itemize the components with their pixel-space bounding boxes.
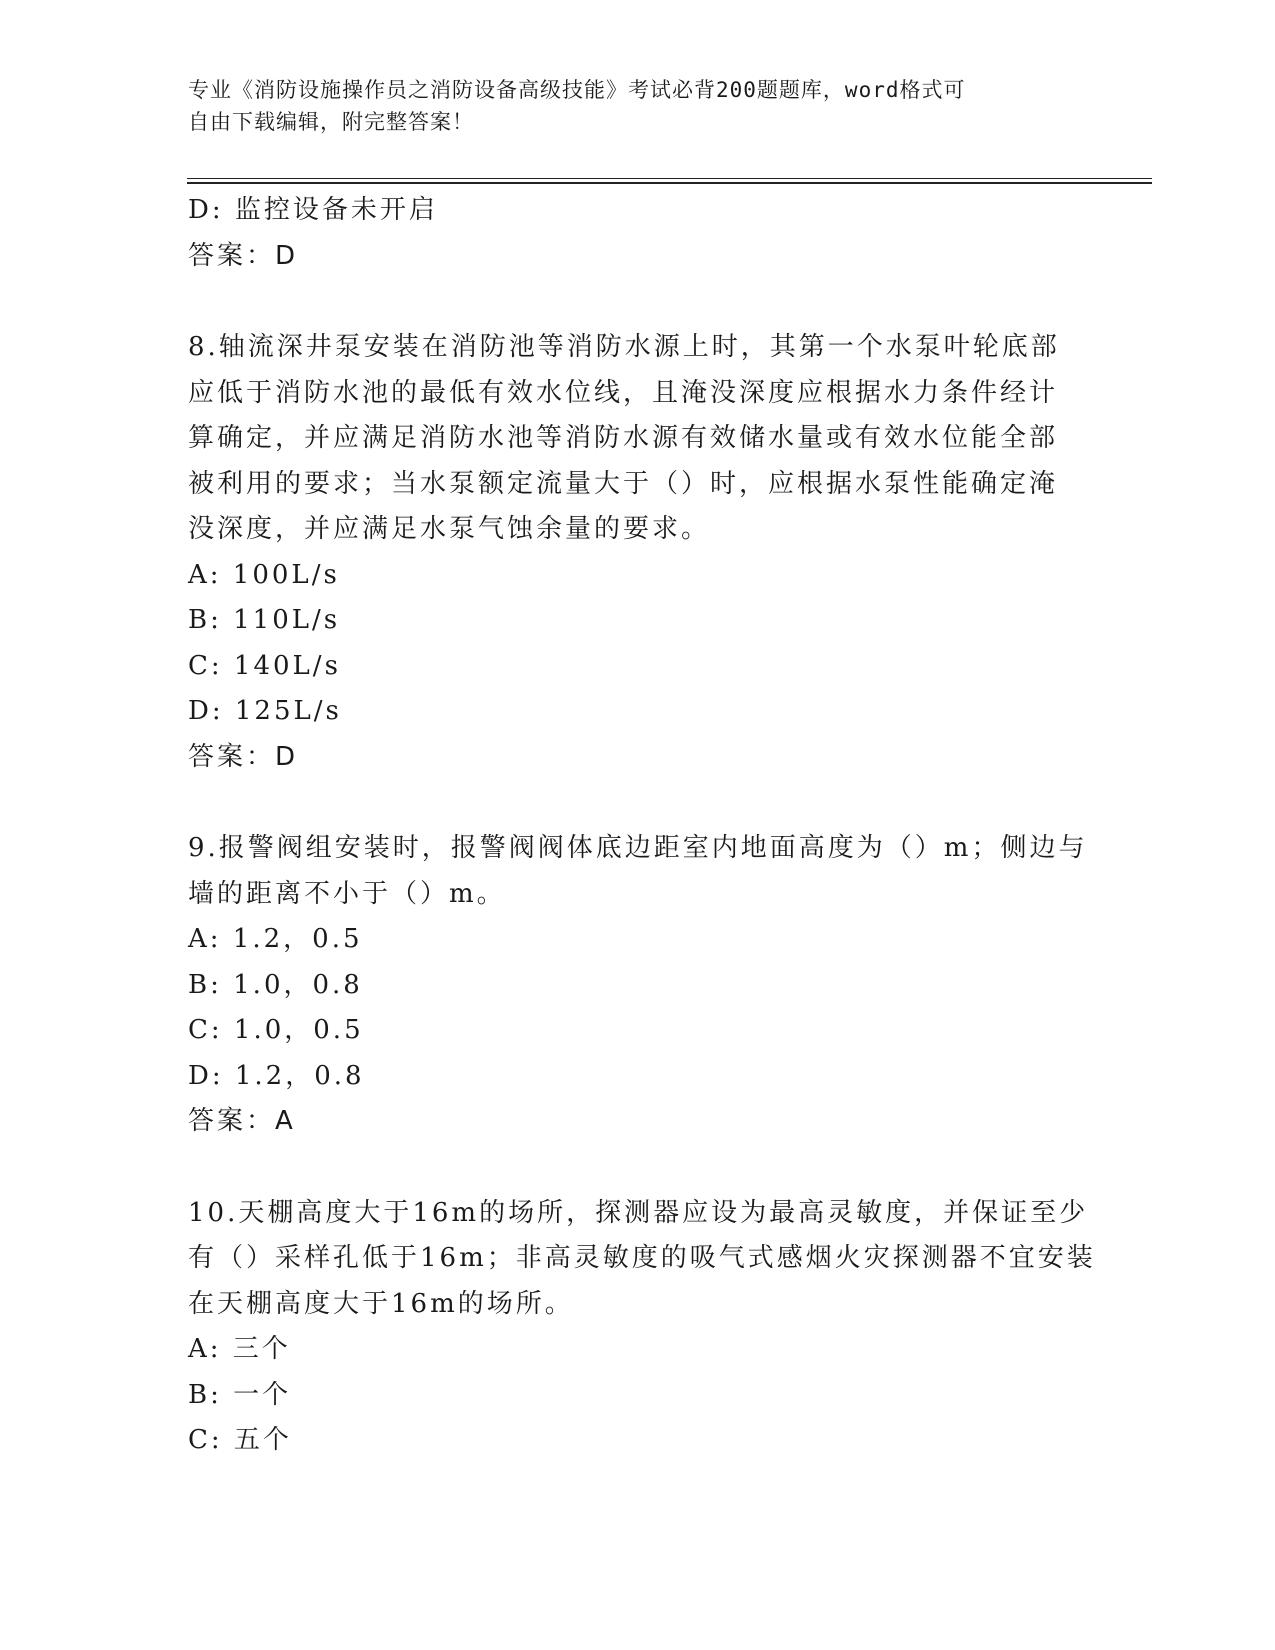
question-9-answer: 答案：A	[188, 1106, 296, 1136]
question-8-option-b: B: 110L/s	[188, 605, 341, 635]
question-8-line-4: 被利用的要求；当水泵额定流量大于（）时，应根据水泵性能确定淹	[188, 468, 1059, 499]
question-9-option-a: A: 1.2，0.5	[188, 924, 363, 954]
question-10-line-2: 有（）采样孔低于16m；非高灵敏度的吸气式感烟火灾探测器不宜安装	[188, 1243, 1096, 1273]
header-line-2: 自由下载编辑，附完整答案！	[188, 110, 474, 134]
question-10-option-c: C: 五个	[188, 1425, 292, 1455]
question-10	[188, 1191, 1096, 1464]
question-9-option-c: C: 1.0，0.5	[188, 1015, 364, 1045]
question-8-line-3: 算确定，并应满足消防水池等消防水源有效储水量或有效水位能全部	[188, 423, 1059, 453]
question-8-line-1: 8.轴流深井泵安装在消防池等消防水源上时，其第一个水泵叶轮底部	[188, 332, 1060, 362]
question-8-answer: 答案：D	[188, 741, 299, 772]
question-9-option-b: B: 1.0，0.8	[188, 969, 363, 1000]
question-8-option-d: D: 125L/s	[188, 696, 342, 726]
question-10-line-3: 在天棚高度大于16m的场所。	[188, 1288, 574, 1319]
question-9-line-1: 9.报警阀组安装时，报警阀阀体底边距室内地面高度为（）m；侧边与	[188, 833, 1088, 863]
prev-option-d: D: 监控设备未开启	[188, 195, 438, 225]
page-header	[188, 74, 1068, 138]
question-10-option-b: B: 一个	[188, 1379, 292, 1410]
spacer	[188, 1145, 1088, 1191]
prev-answer: 答案：D	[188, 240, 299, 271]
spacer	[188, 279, 1088, 325]
header-line-1: 专业《消防设施操作员之消防设备高级技能》考试必背200题题库，word格式可	[188, 78, 966, 102]
question-8	[188, 325, 1088, 780]
question-9-option-d: D: 1.2，0.8	[188, 1060, 365, 1091]
question-content	[188, 188, 1096, 1464]
question-8-option-a: A: 100L/s	[188, 559, 340, 590]
question-9	[188, 826, 1088, 1145]
question-9-line-2: 墙的距离不小于（）m。	[188, 878, 506, 909]
question-8-line-2: 应低于消防水池的最低有效水位线，且淹没深度应根据水力条件经计	[188, 377, 1059, 408]
spacer	[188, 780, 1088, 826]
header-divider-thin	[187, 178, 1152, 179]
question-10-option-a: A: 三个	[188, 1334, 291, 1364]
question-8-option-c: C: 140L/s	[188, 650, 341, 681]
question-10-line-1: 10.天棚高度大于16m的场所，探测器应设为最高灵敏度，并保证至少	[188, 1197, 1089, 1228]
question-8-line-5: 没深度，并应满足水泵气蚀余量的要求。	[188, 514, 711, 544]
header-divider-thick	[187, 182, 1152, 184]
